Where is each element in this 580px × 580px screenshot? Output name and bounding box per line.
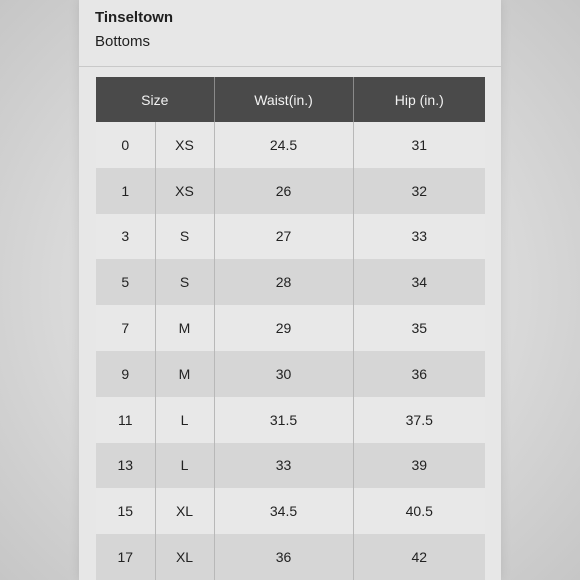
waist-cell: 30 <box>214 351 353 397</box>
table-row <box>96 534 485 580</box>
hip-cell: 40.5 <box>353 488 485 534</box>
waist-column-header: Waist(in.) <box>214 77 353 122</box>
size-letter-cell: M <box>155 305 214 351</box>
size-number-cell: 11 <box>96 397 155 443</box>
table-row <box>96 397 485 443</box>
table-row <box>96 214 485 260</box>
table-row <box>96 443 485 489</box>
waist-cell: 33 <box>214 443 353 489</box>
table-header-row <box>96 77 485 122</box>
size-table-wrapper <box>96 77 485 580</box>
size-number-cell: 3 <box>96 214 155 260</box>
category-name: Bottoms <box>95 33 151 50</box>
size-letter-cell: XL <box>155 534 214 580</box>
hip-cell: 42 <box>353 534 485 580</box>
size-table <box>96 77 485 580</box>
size-column-header: Size <box>96 77 214 122</box>
waist-cell: 31.5 <box>214 397 353 443</box>
hip-cell: 36 <box>353 351 485 397</box>
size-letter-cell: L <box>155 443 214 489</box>
hip-column-header: Hip (in.) <box>353 77 485 122</box>
hip-cell: 33 <box>353 214 485 260</box>
waist-cell: 26 <box>214 168 353 214</box>
waist-cell: 28 <box>214 259 353 305</box>
waist-cell: 36 <box>214 534 353 580</box>
size-letter-cell: XS <box>155 168 214 214</box>
size-number-cell: 15 <box>96 488 155 534</box>
waist-cell: 34.5 <box>214 488 353 534</box>
hip-cell: 32 <box>353 168 485 214</box>
hip-cell: 39 <box>353 443 485 489</box>
size-letter-cell: XS <box>155 122 214 168</box>
waist-cell: 27 <box>214 214 353 260</box>
chart-header <box>79 0 501 67</box>
size-number-cell: 9 <box>96 351 155 397</box>
hip-cell: 35 <box>353 305 485 351</box>
brand-name: Tinseltown <box>95 9 174 26</box>
table-row <box>96 122 485 168</box>
size-number-cell: 7 <box>96 305 155 351</box>
waist-cell: 24.5 <box>214 122 353 168</box>
table-row <box>96 351 485 397</box>
size-number-cell: 0 <box>96 122 155 168</box>
size-letter-cell: M <box>155 351 214 397</box>
size-number-cell: 13 <box>96 443 155 489</box>
size-number-cell: 1 <box>96 168 155 214</box>
table-row <box>96 305 485 351</box>
waist-cell: 29 <box>214 305 353 351</box>
hip-cell: 37.5 <box>353 397 485 443</box>
size-letter-cell: L <box>155 397 214 443</box>
table-row <box>96 488 485 534</box>
hip-cell: 34 <box>353 259 485 305</box>
size-number-cell: 5 <box>96 259 155 305</box>
size-letter-cell: S <box>155 259 214 305</box>
table-row <box>96 259 485 305</box>
size-letter-cell: XL <box>155 488 214 534</box>
hip-cell: 31 <box>353 122 485 168</box>
size-number-cell: 17 <box>96 534 155 580</box>
size-letter-cell: S <box>155 214 214 260</box>
size-chart-card <box>79 0 501 580</box>
table-row <box>96 168 485 214</box>
